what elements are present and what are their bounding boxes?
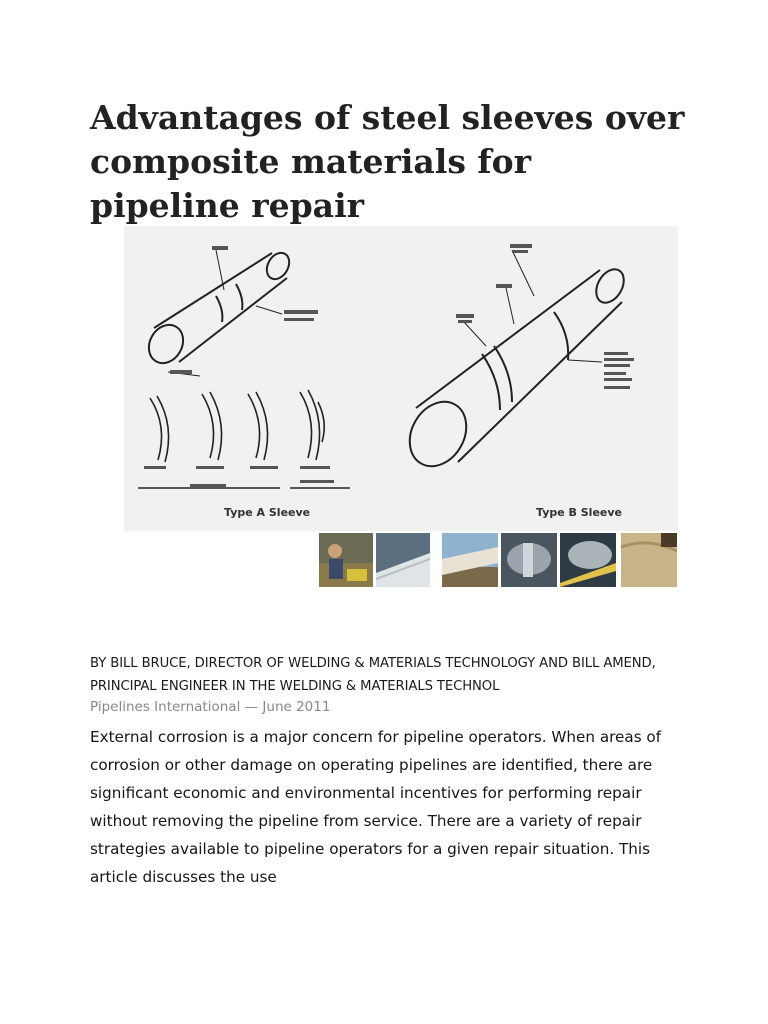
coating-surface-photo: [621, 533, 677, 587]
diagram-label-blocks: [144, 244, 634, 487]
welders-photo: [319, 533, 373, 587]
leader-lines: [168, 250, 602, 376]
coated-pipeline-photo: [442, 533, 498, 587]
type-b-caption: Type B Sleeve: [536, 506, 622, 519]
sleeve-diagram: [124, 226, 678, 531]
type-a-pipe: [142, 249, 294, 369]
type-b-pipe: [398, 264, 629, 476]
wrapped-pipe-photo: [376, 533, 430, 587]
article-byline: BY BILL BRUCE, DIRECTOR OF WELDING & MATERIALS TECHNOLOGY AND BILL AMEND, PRINCIPAL ENGINEER IN THE WELDING & MATERIALS TECHNOL: [90, 656, 656, 694]
article-title: Advantages of steel sleeves over composite materials for pipeline repair: [90, 98, 685, 225]
article-source: Pipelines International — June 2011: [90, 699, 331, 715]
article-body: External corrosion is a major concern for pipeline operators. When areas of corrosion or other damage on operating pipelines are identified, there are significant economic and environmental incentives for performing repair without removing the pipeline from service. There are a variety of repair strategies available to pipeline operators for a given repair situation. This article discusses the use: [90, 728, 662, 886]
type-a-sleeve-segments: [150, 390, 324, 462]
weld-closeup-photo: [501, 533, 557, 587]
measuring-tape-photo: [560, 533, 616, 587]
type-a-caption: Type A Sleeve: [224, 506, 311, 519]
